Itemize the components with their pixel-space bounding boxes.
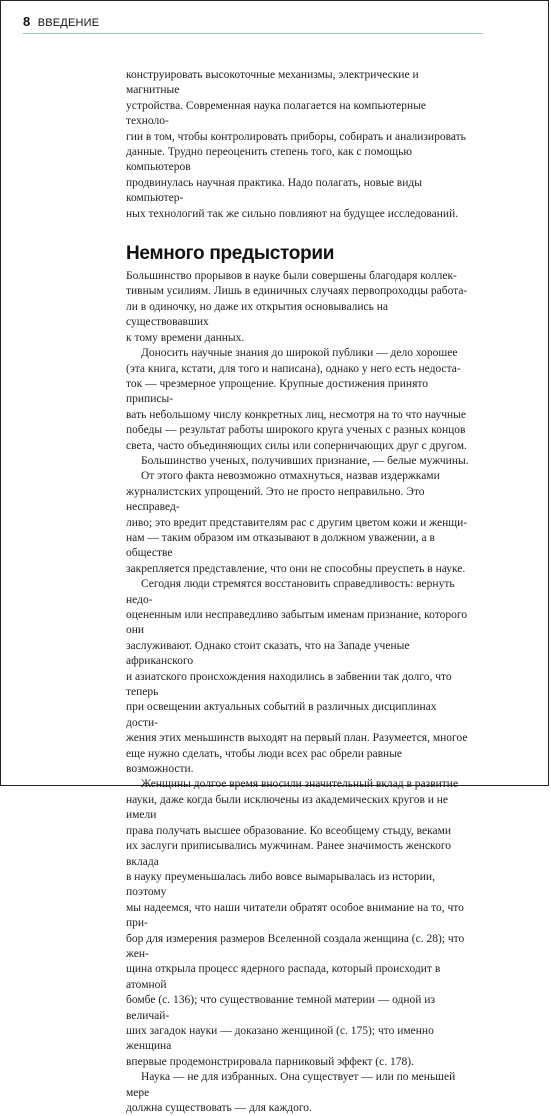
text-line: От этого факта невозможно отмахнуться, назвав издержками [141, 470, 440, 483]
text-line: (эта книга, кстати, для того и написана), однако у него есть недоста- [126, 362, 461, 375]
running-header [23, 13, 483, 33]
paragraph-list [126, 269, 471, 1116]
header-rule [23, 33, 483, 34]
text-line: Доносить научные знания до широкой публики — дело хорошее [141, 347, 458, 360]
text-line: ших загадок науки — доказано женщиной (с. 175); что именно женщина [126, 1024, 434, 1053]
text-line: жения этих меньшинств выходят на первый план. Разумеется, многое [126, 732, 468, 745]
text-line: ливо; это вредит представителям рас с другим цветом кожи и женщи- [126, 516, 468, 529]
text-line: Большинство прорывов в науке были совершены благодаря коллек- [126, 270, 457, 283]
text-line: гии в том, чтобы контролировать приборы, собирать и анализировать [126, 130, 466, 143]
text-line: Наука — не для избранных. Она существует — или по меньшей мере [126, 1071, 456, 1099]
text-line: журналистских упрощений. Это не просто неправильно. Это несправед- [126, 485, 425, 514]
intro-paragraph [126, 68, 471, 222]
text-line: должна существовать — для каждого. [126, 1102, 312, 1114]
text-line: света, часто объединяющих силы или соперничающих друг с другом. [126, 439, 467, 452]
text-line: ли в одиночку, но даже их открытия основывались на существовавших [126, 300, 389, 329]
text-line: в науку преуменьшалась либо вовсе вымарывалась из истории, поэтому [126, 870, 435, 899]
text-line: к тому времени данных. [126, 331, 245, 344]
text-line: науки, даже когда были исключены из академических кругов и не имели [126, 793, 449, 822]
text-line: закрепляется представление, что они не способны преуспеть в науке. [126, 562, 466, 575]
text-line: права получать высшее образование. Ко всеобщему стыду, веками [126, 824, 452, 837]
body-paragraph [126, 269, 471, 346]
body-paragraph [126, 454, 471, 469]
body-text [126, 68, 471, 1116]
text-line: Большинство ученых, получивших признание, — белые мужчины. [141, 454, 469, 467]
text-line: их заслуги приписывались мужчинам. Ранее значимость женского вклада [126, 840, 451, 868]
section-title: ВВЕДЕНИЕ [37, 17, 100, 29]
text-line: конструировать высокоточные механизмы, электрические и магнитные [126, 69, 419, 97]
body-paragraph [126, 469, 471, 577]
text-line: заслуживают. Однако стоит сказать, что на Западе ученые африканского [126, 639, 410, 668]
text-line: при освещении актуальных событий в различных дисциплинах дости- [126, 701, 437, 729]
text-line: щина открыла процесс ядерного распада, который происходит в атомной [126, 963, 441, 991]
body-paragraph [126, 777, 471, 1070]
section-heading: Немного предыстории [126, 243, 335, 265]
text-line: устройства. Современная наука полагается на компьютерные техноло- [126, 99, 427, 128]
text-line: вать небольшому числу конкретных лиц, несмотря на то что научные [126, 408, 467, 421]
text-line: бор для измерения размеров Вселенной создала женщина (с. 28); что жен- [126, 932, 465, 960]
text-line: Женщины долгое время вносили значительный вклад в развитие [141, 778, 459, 791]
text-line: нам — таким образом им отказывают в должном уважении, а в обществе [126, 531, 435, 560]
text-line: победы — результат работы широкого круга ученых с разных концов [126, 424, 466, 437]
text-line: данные. Трудно переоценить степень того, как с помощью компьютеров [126, 146, 412, 174]
text-line: ток — чрезмерное упрощение. Крупные достижения принято приписы- [126, 377, 429, 406]
text-line: впервые продемонстрировала парниковый эффект (с. 178). [126, 1055, 414, 1068]
page-number: 8 [23, 14, 31, 29]
text-line: ных технологий так же сильно повлияют на будущее исследований. [126, 207, 459, 220]
text-line: Сегодня люди стремятся восстановить справедливость: вернуть недо- [126, 578, 455, 606]
text-line: и азиатского происхождения находились в забвении так долго, что теперь [126, 670, 452, 699]
body-paragraph [126, 577, 471, 777]
text-line: тивным усилиям. Лишь в единичных случаях первопроходцы работа- [126, 285, 468, 298]
body-paragraph [126, 1070, 471, 1116]
text-line: оцененным или несправедливо забытым именам признание, которого они [126, 609, 468, 637]
text-line: мы надеемся, что наши читатели обратят особое внимание на то, что при- [126, 901, 464, 930]
text-line: продвинулась научная практика. Надо полагать, новые виды компьютер- [126, 176, 422, 205]
body-paragraph [126, 346, 471, 454]
text-line: еще нужно сделать, чтобы люди всех рас обрели равные возможности. [126, 747, 403, 776]
text-line: бомбе (с. 136); что существование темной материи — одной из величай- [126, 994, 435, 1022]
